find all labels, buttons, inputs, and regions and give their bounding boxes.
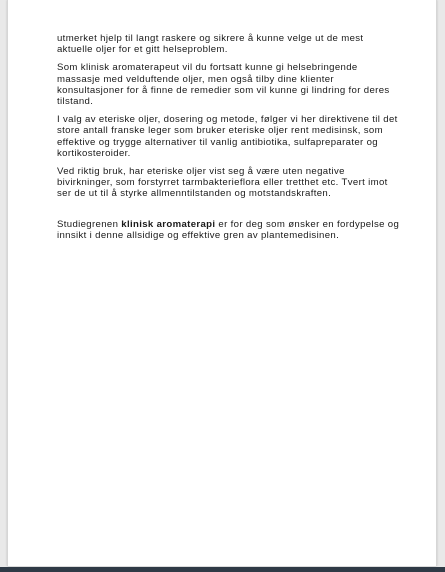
paragraph-5-intro: Studiegrenen <box>57 218 122 230</box>
bottom-window-bar <box>0 567 445 572</box>
paragraph-5-emphasis: klinisk aromaterapi <box>121 218 216 230</box>
paragraph-1: utmerket hjelp til langt raskere og sikrere å kunne velge ut de mest aktuelle oljer for et gitt helseproblem. <box>57 33 364 56</box>
page-content <box>57 33 402 248</box>
document-page <box>7 0 437 566</box>
paragraph-5 <box>57 219 402 241</box>
paragraph-3: I valg av eteriske oljer, dosering og metode, følger vi her direktivene til det store antall franske leger som bruker eteriske oljer rent medisinsk, som effektive og trygge alternativer til vanlig antibiotika, sulfapreparater og kortikosteroider. <box>57 114 398 159</box>
paragraph-5-rest: er for deg som ønsker en fordypelse og innsikt i denne allsidige og effektive gren av plantemedisinen. <box>57 218 400 241</box>
paragraph-4: Ved riktig bruk, har eteriske oljer vist seg å være uten negative bivirkninger, som forstyrret tarmbakterieflora eller tretthet etc. Tvert imot ser de ut til å styrke allmenntilstanden og motstandskraften. <box>57 166 388 200</box>
paragraph-2: Som klinisk aromaterapeut vil du fortsatt kunne gi helsebringende massasje med velduftende oljer, men også tilby dine klienter konsultasjoner for å finne de remedier som vil kunne gi lindring for deres tilstand. <box>57 62 390 108</box>
